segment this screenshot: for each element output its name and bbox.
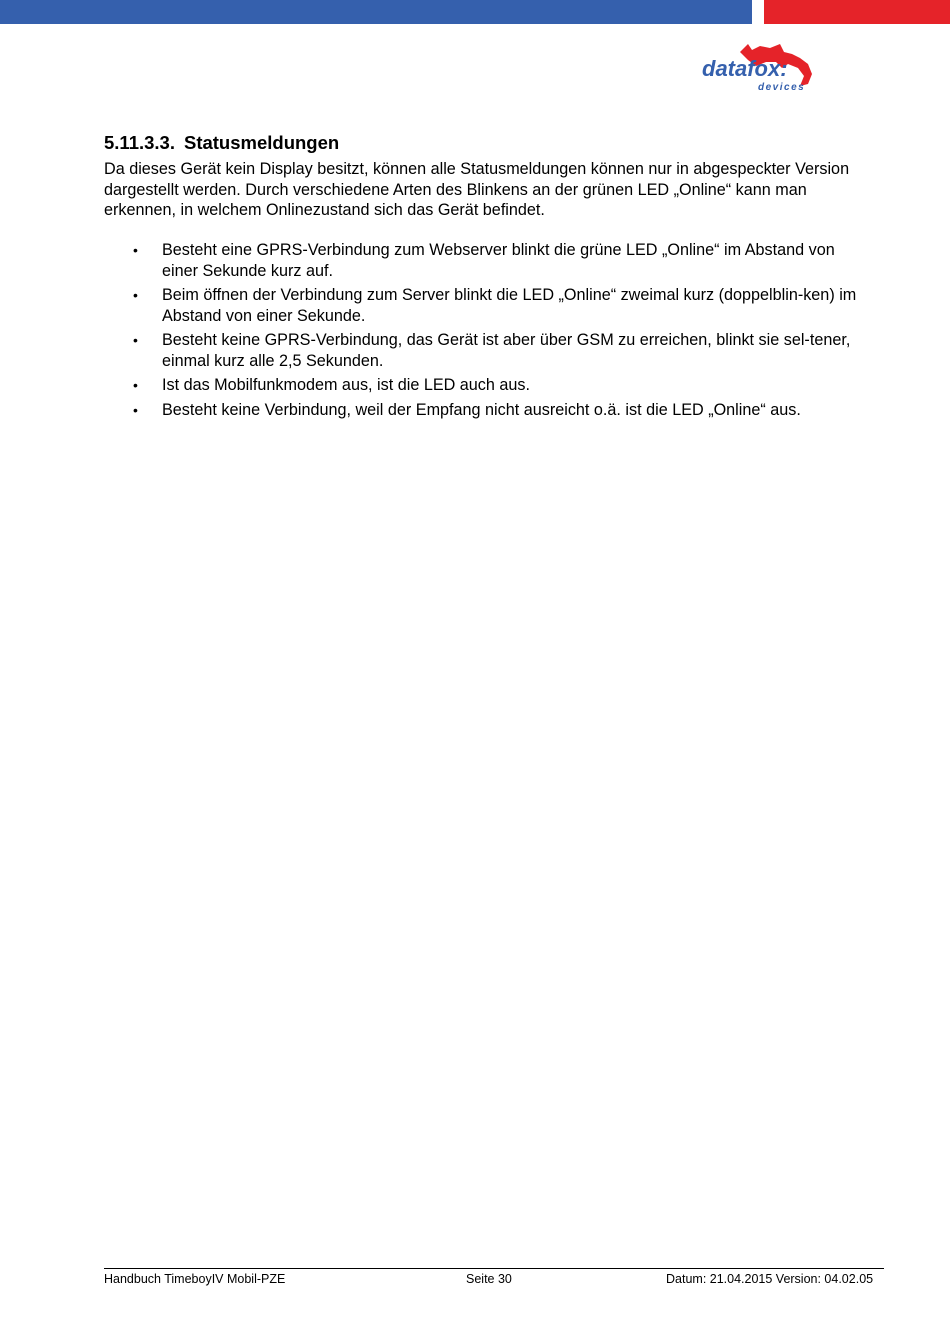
list-item-text: Besteht keine Verbindung, weil der Empfang nicht ausreicht o.ä. ist die LED „Online“ aus. bbox=[162, 400, 801, 419]
datafox-logo bbox=[700, 40, 820, 96]
bullet-icon: • bbox=[133, 287, 138, 303]
list-item-text: Beim öffnen der Verbindung zum Server blinkt die LED „Online“ zweimal kurz (doppelblin-ken) im Abstand von einer Sekunde. bbox=[162, 286, 857, 325]
list-item bbox=[104, 285, 874, 326]
intro-paragraph: Da dieses Gerät kein Display besitzt, können alle Statusmeldungen können nur in abgespeckter Version dargestellt werden. Durch verschiedene Arten des Blinkens an der grünen LED „Online“ kann man erkennen, in welchem Onlinezustand sich das Gerät befindet. bbox=[104, 160, 850, 219]
bullet-icon: • bbox=[133, 377, 138, 393]
footer-document-title: Handbuch TimeboyIV Mobil-PZE bbox=[104, 1272, 286, 1286]
bullet-icon: • bbox=[133, 332, 138, 348]
list-item-text: Besteht keine GPRS-Verbindung, das Gerät ist aber über GSM zu erreichen, blinkt sie sel-tener, einmal kurz alle 2,5 Sekunden. bbox=[162, 331, 851, 370]
list-item-text: Besteht eine GPRS-Verbindung zum Webserver blinkt die grüne LED „Online“ im Abstand von einer Sekunde kurz auf. bbox=[162, 241, 835, 280]
list-item bbox=[104, 375, 874, 396]
bullet-icon: • bbox=[133, 242, 138, 258]
list-item bbox=[104, 400, 874, 421]
list-item bbox=[104, 330, 874, 371]
logo-sub-text: devices bbox=[758, 82, 806, 93]
list-item-text: Ist das Mobilfunkmodem aus, ist die LED auch aus. bbox=[162, 376, 530, 394]
header-red-band bbox=[764, 0, 950, 24]
list-item bbox=[104, 240, 874, 281]
footer-divider bbox=[104, 1268, 884, 1269]
header-blue-band bbox=[0, 0, 752, 24]
section-title: Statusmeldungen bbox=[183, 132, 340, 153]
logo-brand-text: datafox: bbox=[702, 56, 788, 81]
bullet-icon: • bbox=[133, 401, 138, 418]
fox-logo-icon bbox=[700, 40, 820, 96]
footer-page-number: Seite 30 bbox=[466, 1272, 512, 1286]
section-heading bbox=[104, 132, 339, 154]
section-number: 5.11.3.3. bbox=[104, 132, 175, 153]
footer-date-version: Datum: 21.04.2015 Version: 04.02.05 bbox=[666, 1272, 874, 1286]
status-bullet-list bbox=[104, 240, 874, 424]
